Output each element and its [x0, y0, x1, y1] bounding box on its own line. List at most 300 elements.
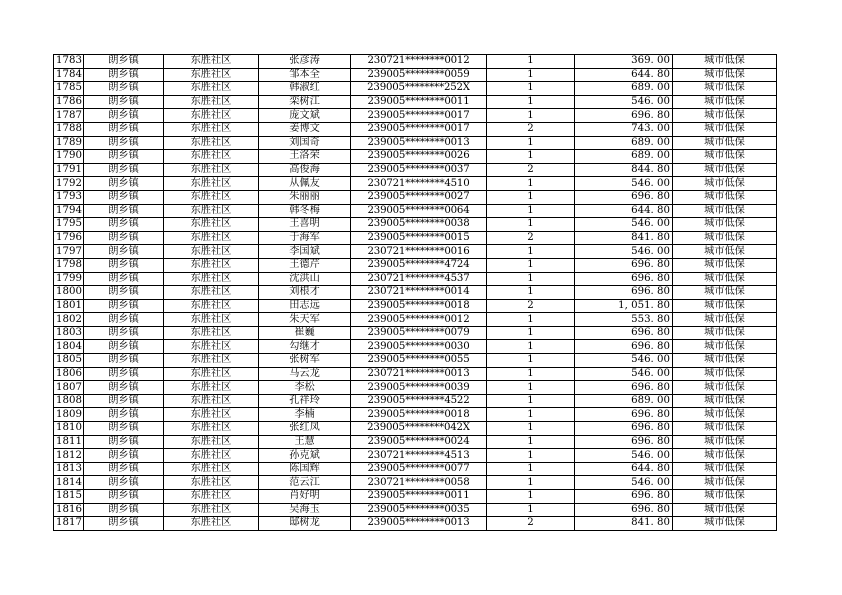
- household-count-cell: 1: [487, 95, 575, 109]
- table-row: [54, 449, 777, 463]
- id-number-cell: 230721********0016: [351, 245, 487, 259]
- id-number-cell: 239005********0079: [351, 326, 487, 340]
- town-cell: 朗乡镇: [84, 55, 164, 69]
- person-name-cell: 张彦涛: [259, 55, 351, 69]
- community-cell: 东胜社区: [164, 490, 259, 504]
- person-name-cell: 孙克斌: [259, 449, 351, 463]
- row-number-cell: 1805: [54, 354, 84, 368]
- town-cell: 朗乡镇: [84, 218, 164, 232]
- row-number-cell: 1809: [54, 408, 84, 422]
- town-cell: 朗乡镇: [84, 517, 164, 531]
- community-cell: 东胜社区: [164, 204, 259, 218]
- amount-cell: 546. 00: [575, 367, 673, 381]
- town-cell: 朗乡镇: [84, 326, 164, 340]
- household-count-cell: 1: [487, 190, 575, 204]
- row-number-cell: 1816: [54, 503, 84, 517]
- row-number-cell: 1804: [54, 340, 84, 354]
- household-count-cell: 1: [487, 55, 575, 69]
- id-number-cell: 230721********4537: [351, 272, 487, 286]
- person-name-cell: 从佩友: [259, 177, 351, 191]
- household-count-cell: 1: [487, 354, 575, 368]
- town-cell: 朗乡镇: [84, 435, 164, 449]
- table-row: [54, 462, 777, 476]
- household-count-cell: 1: [487, 340, 575, 354]
- id-number-cell: 230721********4513: [351, 449, 487, 463]
- id-number-cell: 239005********042X: [351, 422, 487, 436]
- amount-cell: 696. 80: [575, 490, 673, 504]
- benefit-type-cell: 城市低保: [673, 299, 777, 313]
- person-name-cell: 李楠: [259, 408, 351, 422]
- benefit-type-cell: 城市低保: [673, 476, 777, 490]
- town-cell: 朗乡镇: [84, 109, 164, 123]
- benefit-type-cell: 城市低保: [673, 122, 777, 136]
- row-number-cell: 1796: [54, 231, 84, 245]
- community-cell: 东胜社区: [164, 517, 259, 531]
- amount-cell: 841. 80: [575, 517, 673, 531]
- household-count-cell: 1: [487, 109, 575, 123]
- table-row: [54, 422, 777, 436]
- benefit-type-cell: 城市低保: [673, 354, 777, 368]
- amount-cell: 546. 00: [575, 245, 673, 259]
- community-cell: 东胜社区: [164, 68, 259, 82]
- town-cell: 朗乡镇: [84, 95, 164, 109]
- person-name-cell: 张红凤: [259, 422, 351, 436]
- community-cell: 东胜社区: [164, 476, 259, 490]
- household-count-cell: 1: [487, 408, 575, 422]
- benefit-type-cell: 城市低保: [673, 258, 777, 272]
- table-row: [54, 136, 777, 150]
- community-cell: 东胜社区: [164, 462, 259, 476]
- id-number-cell: 239005********0026: [351, 150, 487, 164]
- community-cell: 东胜社区: [164, 408, 259, 422]
- community-cell: 东胜社区: [164, 245, 259, 259]
- town-cell: 朗乡镇: [84, 476, 164, 490]
- community-cell: 东胜社区: [164, 503, 259, 517]
- household-count-cell: 1: [487, 422, 575, 436]
- row-number-cell: 1792: [54, 177, 84, 191]
- person-name-cell: 王德芹: [259, 258, 351, 272]
- town-cell: 朗乡镇: [84, 299, 164, 313]
- household-count-cell: 1: [487, 313, 575, 327]
- household-count-cell: 2: [487, 231, 575, 245]
- amount-cell: 689. 00: [575, 82, 673, 96]
- row-number-cell: 1787: [54, 109, 84, 123]
- person-name-cell: 庞文斌: [259, 109, 351, 123]
- benefit-type-cell: 城市低保: [673, 272, 777, 286]
- benefit-type-cell: 城市低保: [673, 367, 777, 381]
- row-number-cell: 1795: [54, 218, 84, 232]
- household-count-cell: 1: [487, 503, 575, 517]
- community-cell: 东胜社区: [164, 122, 259, 136]
- household-count-cell: 1: [487, 449, 575, 463]
- table-row: [54, 408, 777, 422]
- community-cell: 东胜社区: [164, 190, 259, 204]
- amount-cell: 546. 00: [575, 177, 673, 191]
- person-name-cell: 朱天军: [259, 313, 351, 327]
- benefit-type-cell: 城市低保: [673, 163, 777, 177]
- benefit-type-cell: 城市低保: [673, 286, 777, 300]
- amount-cell: 696. 80: [575, 422, 673, 436]
- community-cell: 东胜社区: [164, 354, 259, 368]
- id-number-cell: 239005********0027: [351, 190, 487, 204]
- row-number-cell: 1817: [54, 517, 84, 531]
- table-row: [54, 68, 777, 82]
- id-number-cell: 239005********252X: [351, 82, 487, 96]
- row-number-cell: 1811: [54, 435, 84, 449]
- row-number-cell: 1806: [54, 367, 84, 381]
- household-count-cell: 1: [487, 394, 575, 408]
- table-row: [54, 150, 777, 164]
- row-number-cell: 1799: [54, 272, 84, 286]
- table-row: [54, 503, 777, 517]
- id-number-cell: 239005********0018: [351, 408, 487, 422]
- person-name-cell: 李松: [259, 381, 351, 395]
- table-row: [54, 163, 777, 177]
- table-row: [54, 490, 777, 504]
- benefit-type-cell: 城市低保: [673, 82, 777, 96]
- community-cell: 东胜社区: [164, 177, 259, 191]
- amount-cell: 546. 00: [575, 95, 673, 109]
- row-number-cell: 1801: [54, 299, 84, 313]
- town-cell: 朗乡镇: [84, 122, 164, 136]
- row-number-cell: 1791: [54, 163, 84, 177]
- amount-cell: 1, 051. 80: [575, 299, 673, 313]
- amount-cell: 644. 80: [575, 68, 673, 82]
- id-number-cell: 239005********0017: [351, 122, 487, 136]
- amount-cell: 369. 00: [575, 55, 673, 69]
- community-cell: 东胜社区: [164, 381, 259, 395]
- amount-cell: 546. 00: [575, 218, 673, 232]
- benefit-type-cell: 城市低保: [673, 136, 777, 150]
- table-row: [54, 435, 777, 449]
- benefit-type-cell: 城市低保: [673, 517, 777, 531]
- community-cell: 东胜社区: [164, 326, 259, 340]
- town-cell: 朗乡镇: [84, 286, 164, 300]
- table-row: [54, 340, 777, 354]
- town-cell: 朗乡镇: [84, 68, 164, 82]
- row-number-cell: 1786: [54, 95, 84, 109]
- community-cell: 东胜社区: [164, 150, 259, 164]
- id-number-cell: 239005********0011: [351, 95, 487, 109]
- household-count-cell: 2: [487, 122, 575, 136]
- id-number-cell: 239005********4522: [351, 394, 487, 408]
- community-cell: 东胜社区: [164, 109, 259, 123]
- benefit-type-cell: 城市低保: [673, 381, 777, 395]
- table-row: [54, 381, 777, 395]
- household-count-cell: 1: [487, 381, 575, 395]
- table-row: [54, 190, 777, 204]
- amount-cell: 644. 80: [575, 462, 673, 476]
- person-name-cell: 朱丽丽: [259, 190, 351, 204]
- person-name-cell: 孔祥玲: [259, 394, 351, 408]
- person-name-cell: 沈洪山: [259, 272, 351, 286]
- id-number-cell: 230721********0013: [351, 367, 487, 381]
- id-number-cell: 239005********0030: [351, 340, 487, 354]
- town-cell: 朗乡镇: [84, 408, 164, 422]
- row-number-cell: 1789: [54, 136, 84, 150]
- table-row: [54, 367, 777, 381]
- table-row: [54, 258, 777, 272]
- person-name-cell: 王喜明: [259, 218, 351, 232]
- town-cell: 朗乡镇: [84, 503, 164, 517]
- community-cell: 东胜社区: [164, 95, 259, 109]
- person-name-cell: 范云江: [259, 476, 351, 490]
- town-cell: 朗乡镇: [84, 340, 164, 354]
- household-count-cell: 1: [487, 462, 575, 476]
- row-number-cell: 1788: [54, 122, 84, 136]
- person-name-cell: 勾继才: [259, 340, 351, 354]
- table-row: [54, 82, 777, 96]
- town-cell: 朗乡镇: [84, 258, 164, 272]
- roster-body: [54, 55, 777, 531]
- person-name-cell: 陈国辉: [259, 462, 351, 476]
- table-row: [54, 354, 777, 368]
- person-name-cell: 李国斌: [259, 245, 351, 259]
- id-number-cell: 239005********0012: [351, 313, 487, 327]
- household-count-cell: 1: [487, 258, 575, 272]
- benefit-type-cell: 城市低保: [673, 150, 777, 164]
- town-cell: 朗乡镇: [84, 82, 164, 96]
- benefit-type-cell: 城市低保: [673, 313, 777, 327]
- table-row: [54, 326, 777, 340]
- benefit-type-cell: 城市低保: [673, 204, 777, 218]
- community-cell: 东胜社区: [164, 82, 259, 96]
- id-number-cell: 239005********0013: [351, 517, 487, 531]
- town-cell: 朗乡镇: [84, 163, 164, 177]
- person-name-cell: 韩冬梅: [259, 204, 351, 218]
- row-number-cell: 1800: [54, 286, 84, 300]
- town-cell: 朗乡镇: [84, 449, 164, 463]
- id-number-cell: 239005********0013: [351, 136, 487, 150]
- row-number-cell: 1814: [54, 476, 84, 490]
- amount-cell: 644. 80: [575, 204, 673, 218]
- person-name-cell: 刘根才: [259, 286, 351, 300]
- amount-cell: 743. 00: [575, 122, 673, 136]
- benefit-type-cell: 城市低保: [673, 490, 777, 504]
- amount-cell: 696. 80: [575, 503, 673, 517]
- household-count-cell: 1: [487, 272, 575, 286]
- table-row: [54, 177, 777, 191]
- row-number-cell: 1790: [54, 150, 84, 164]
- person-name-cell: 张树军: [259, 354, 351, 368]
- benefit-type-cell: 城市低保: [673, 462, 777, 476]
- amount-cell: 841. 80: [575, 231, 673, 245]
- household-count-cell: 1: [487, 367, 575, 381]
- town-cell: 朗乡镇: [84, 367, 164, 381]
- person-name-cell: 姜博文: [259, 122, 351, 136]
- person-name-cell: 田志远: [259, 299, 351, 313]
- table-row: [54, 517, 777, 531]
- benefit-type-cell: 城市低保: [673, 95, 777, 109]
- household-count-cell: 1: [487, 150, 575, 164]
- benefit-type-cell: 城市低保: [673, 408, 777, 422]
- household-count-cell: 1: [487, 204, 575, 218]
- person-name-cell: 邹本全: [259, 68, 351, 82]
- community-cell: 东胜社区: [164, 367, 259, 381]
- amount-cell: 689. 00: [575, 136, 673, 150]
- town-cell: 朗乡镇: [84, 462, 164, 476]
- benefit-type-cell: 城市低保: [673, 55, 777, 69]
- household-count-cell: 2: [487, 517, 575, 531]
- id-number-cell: 239005********0077: [351, 462, 487, 476]
- person-name-cell: 邸树龙: [259, 517, 351, 531]
- benefit-type-cell: 城市低保: [673, 340, 777, 354]
- amount-cell: 696. 80: [575, 190, 673, 204]
- benefit-type-cell: 城市低保: [673, 422, 777, 436]
- town-cell: 朗乡镇: [84, 394, 164, 408]
- id-number-cell: 239005********0038: [351, 218, 487, 232]
- person-name-cell: 刘国奇: [259, 136, 351, 150]
- id-number-cell: 239005********0037: [351, 163, 487, 177]
- town-cell: 朗乡镇: [84, 381, 164, 395]
- benefit-type-cell: 城市低保: [673, 245, 777, 259]
- household-count-cell: 1: [487, 68, 575, 82]
- id-number-cell: 239005********0059: [351, 68, 487, 82]
- benefit-type-cell: 城市低保: [673, 231, 777, 245]
- table-row: [54, 245, 777, 259]
- town-cell: 朗乡镇: [84, 231, 164, 245]
- person-name-cell: 于海军: [259, 231, 351, 245]
- town-cell: 朗乡镇: [84, 150, 164, 164]
- household-count-cell: 1: [487, 177, 575, 191]
- benefit-type-cell: 城市低保: [673, 68, 777, 82]
- table-row: [54, 55, 777, 69]
- amount-cell: 553. 80: [575, 313, 673, 327]
- benefit-type-cell: 城市低保: [673, 177, 777, 191]
- community-cell: 东胜社区: [164, 449, 259, 463]
- community-cell: 东胜社区: [164, 286, 259, 300]
- benefit-type-cell: 城市低保: [673, 449, 777, 463]
- household-count-cell: 2: [487, 163, 575, 177]
- id-number-cell: 239005********0035: [351, 503, 487, 517]
- town-cell: 朗乡镇: [84, 354, 164, 368]
- town-cell: 朗乡镇: [84, 204, 164, 218]
- amount-cell: 546. 00: [575, 354, 673, 368]
- community-cell: 东胜社区: [164, 218, 259, 232]
- household-count-cell: 2: [487, 299, 575, 313]
- table-row: [54, 313, 777, 327]
- town-cell: 朗乡镇: [84, 313, 164, 327]
- row-number-cell: 1815: [54, 490, 84, 504]
- amount-cell: 696. 80: [575, 408, 673, 422]
- row-number-cell: 1802: [54, 313, 84, 327]
- id-number-cell: 239005********0064: [351, 204, 487, 218]
- id-number-cell: 239005********0011: [351, 490, 487, 504]
- community-cell: 东胜社区: [164, 435, 259, 449]
- id-number-cell: 239005********0015: [351, 231, 487, 245]
- town-cell: 朗乡镇: [84, 177, 164, 191]
- community-cell: 东胜社区: [164, 258, 259, 272]
- id-number-cell: 230721********4510: [351, 177, 487, 191]
- row-number-cell: 1794: [54, 204, 84, 218]
- amount-cell: 696. 80: [575, 340, 673, 354]
- amount-cell: 696. 80: [575, 326, 673, 340]
- benefit-type-cell: 城市低保: [673, 218, 777, 232]
- row-number-cell: 1784: [54, 68, 84, 82]
- town-cell: 朗乡镇: [84, 490, 164, 504]
- table-row: [54, 218, 777, 232]
- id-number-cell: 239005********0024: [351, 435, 487, 449]
- community-cell: 东胜社区: [164, 313, 259, 327]
- table-row: [54, 95, 777, 109]
- household-count-cell: 1: [487, 490, 575, 504]
- person-name-cell: 高俊海: [259, 163, 351, 177]
- id-number-cell: 230721********0014: [351, 286, 487, 300]
- row-number-cell: 1798: [54, 258, 84, 272]
- person-name-cell: 王洛荣: [259, 150, 351, 164]
- table-row: [54, 231, 777, 245]
- community-cell: 东胜社区: [164, 272, 259, 286]
- benefit-type-cell: 城市低保: [673, 394, 777, 408]
- town-cell: 朗乡镇: [84, 272, 164, 286]
- community-cell: 东胜社区: [164, 136, 259, 150]
- id-number-cell: 239005********0018: [351, 299, 487, 313]
- person-name-cell: 韩淑红: [259, 82, 351, 96]
- id-number-cell: 239005********0039: [351, 381, 487, 395]
- household-count-cell: 1: [487, 326, 575, 340]
- amount-cell: 689. 00: [575, 150, 673, 164]
- household-count-cell: 1: [487, 136, 575, 150]
- person-name-cell: 肖好明: [259, 490, 351, 504]
- row-number-cell: 1812: [54, 449, 84, 463]
- row-number-cell: 1797: [54, 245, 84, 259]
- row-number-cell: 1807: [54, 381, 84, 395]
- community-cell: 东胜社区: [164, 299, 259, 313]
- id-number-cell: 239005********4724: [351, 258, 487, 272]
- row-number-cell: 1785: [54, 82, 84, 96]
- id-number-cell: 230721********0058: [351, 476, 487, 490]
- person-name-cell: 马云龙: [259, 367, 351, 381]
- person-name-cell: 吴海玉: [259, 503, 351, 517]
- row-number-cell: 1793: [54, 190, 84, 204]
- town-cell: 朗乡镇: [84, 136, 164, 150]
- table-row: [54, 122, 777, 136]
- community-cell: 东胜社区: [164, 422, 259, 436]
- community-cell: 东胜社区: [164, 394, 259, 408]
- amount-cell: 696. 80: [575, 381, 673, 395]
- household-count-cell: 1: [487, 286, 575, 300]
- community-cell: 东胜社区: [164, 55, 259, 69]
- row-number-cell: 1783: [54, 55, 84, 69]
- amount-cell: 696. 80: [575, 109, 673, 123]
- amount-cell: 689. 00: [575, 394, 673, 408]
- benefit-type-cell: 城市低保: [673, 503, 777, 517]
- amount-cell: 844. 80: [575, 163, 673, 177]
- town-cell: 朗乡镇: [84, 422, 164, 436]
- table-row: [54, 394, 777, 408]
- table-row: [54, 476, 777, 490]
- community-cell: 东胜社区: [164, 163, 259, 177]
- id-number-cell: 239005********0055: [351, 354, 487, 368]
- row-number-cell: 1803: [54, 326, 84, 340]
- person-name-cell: 崔巍: [259, 326, 351, 340]
- person-name-cell: 栾树江: [259, 95, 351, 109]
- household-count-cell: 1: [487, 245, 575, 259]
- town-cell: 朗乡镇: [84, 190, 164, 204]
- amount-cell: 546. 00: [575, 449, 673, 463]
- id-number-cell: 230721********0012: [351, 55, 487, 69]
- amount-cell: 696. 80: [575, 286, 673, 300]
- person-name-cell: 王慧: [259, 435, 351, 449]
- table-row: [54, 299, 777, 313]
- benefit-type-cell: 城市低保: [673, 109, 777, 123]
- table-row: [54, 286, 777, 300]
- id-number-cell: 239005********0017: [351, 109, 487, 123]
- community-cell: 东胜社区: [164, 340, 259, 354]
- town-cell: 朗乡镇: [84, 245, 164, 259]
- amount-cell: 696. 80: [575, 258, 673, 272]
- benefit-type-cell: 城市低保: [673, 326, 777, 340]
